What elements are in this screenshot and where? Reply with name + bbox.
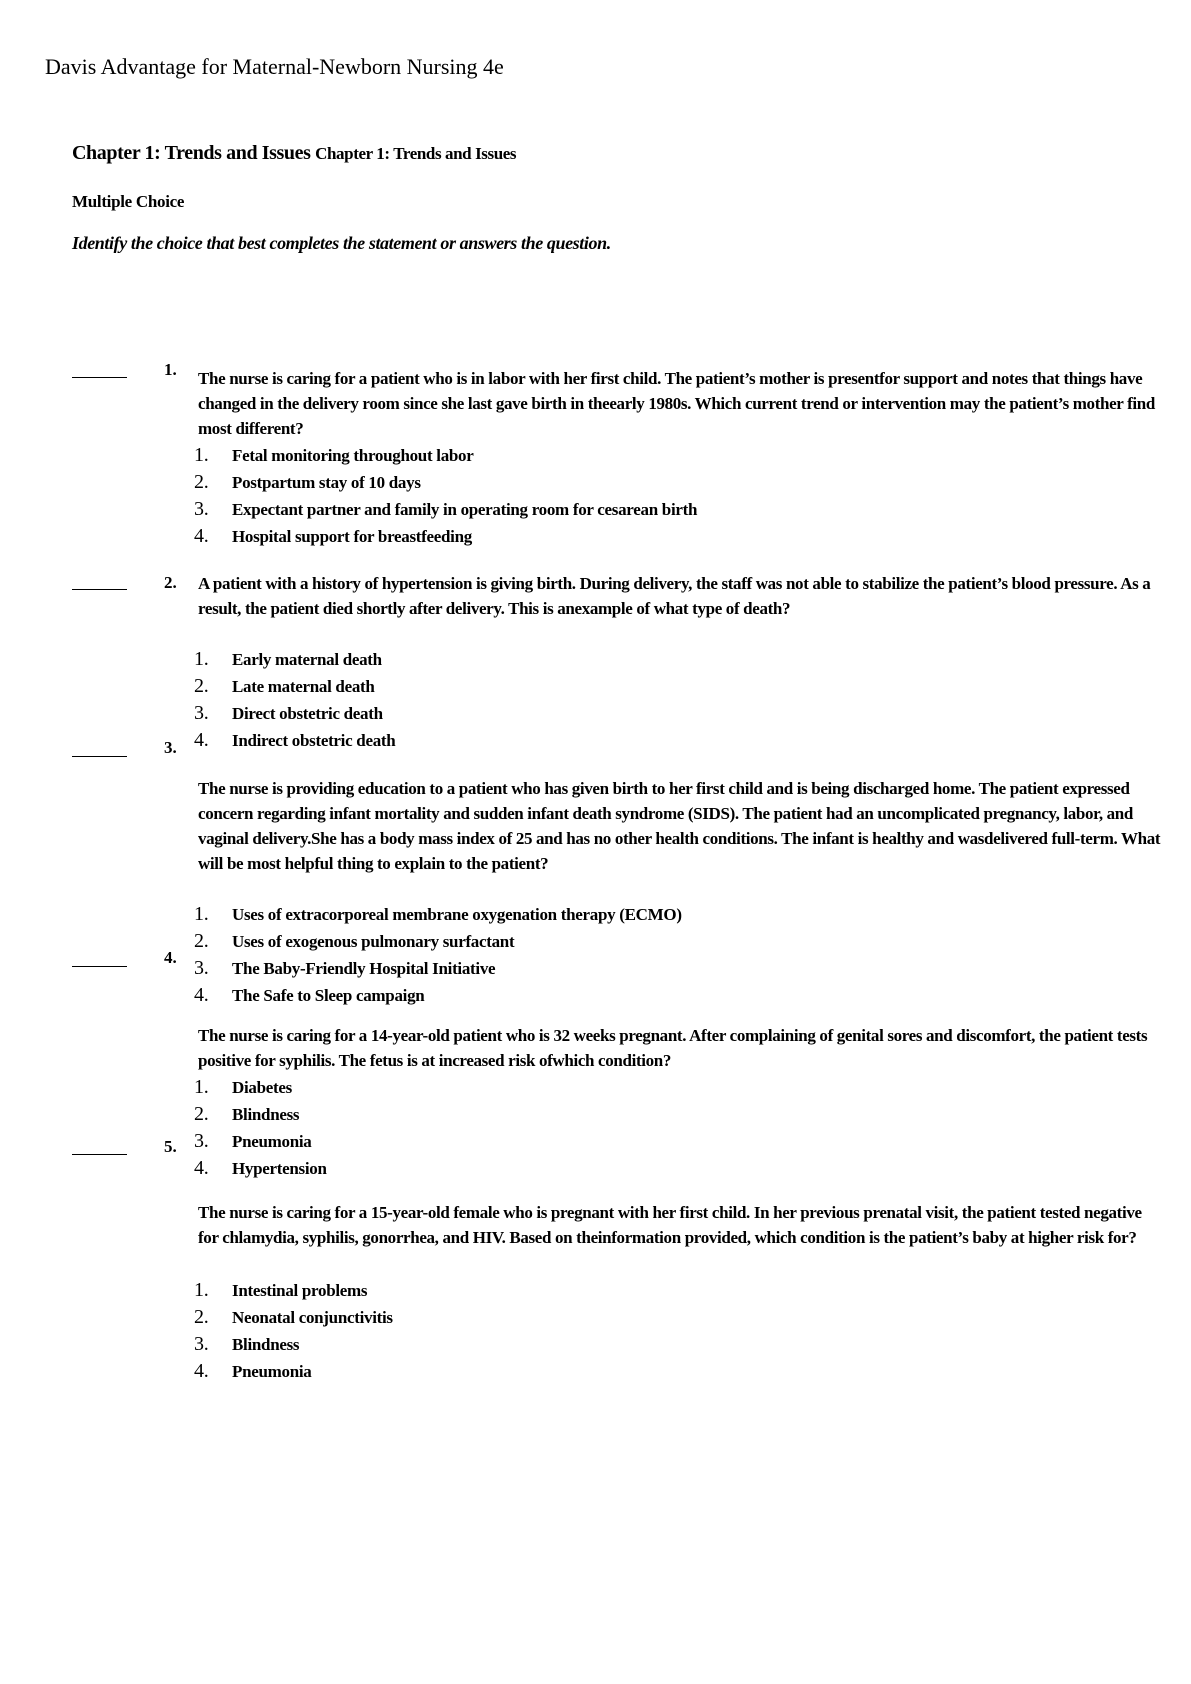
option-number: 3. [194,957,209,979]
answer-option [194,498,697,521]
answer-option [194,1157,327,1180]
chapter-title [72,142,516,165]
option-text: The Safe to Sleep campaign [232,986,425,1005]
answer-option [194,984,424,1007]
option-text: Blindness [232,1105,300,1124]
answer-option [194,648,382,671]
question-number: 1. [164,360,177,379]
option-number: 1. [194,1279,209,1301]
option-number: 3. [194,1130,209,1152]
option-text: Expectant partner and family in operating room for cesarean birth [232,500,698,519]
option-number: 2. [194,1306,209,1328]
option-number: 1. [194,903,209,925]
question-stem: The nurse is caring for a 14-year-old patient who is 32 weeks pregnant. After complaining of genital sores and discomfort, the patient tests positive for syphilis. The fetus is at increased risk ofwhich condition? [198,1026,1148,1070]
answer-option [194,957,495,980]
option-text: Direct obstetric death [232,704,383,723]
option-number: 4. [194,729,209,751]
question-stem: A patient with a history of hypertension is giving birth. During delivery, the staff was not able to stabilize the patient’s blood pressure. As a result, the patient died shortly after delivery. This is anexample of what type of death? [198,574,1151,618]
answer-option [194,1333,299,1356]
option-number: 1. [194,1076,209,1098]
answer-option [194,1360,311,1383]
answer-option [194,702,383,725]
option-number: 2. [194,1103,209,1125]
option-text: Fetal monitoring throughout labor [232,446,474,465]
option-number: 4. [194,525,209,547]
chapter-title-main: Chapter 1: Trends and Issues [72,142,311,164]
option-text: Pneumonia [232,1132,312,1151]
question-number: 3. [164,738,177,757]
question-number: 5. [164,1137,177,1156]
document-header: Davis Advantage for Maternal-Newborn Nursing 4e [45,54,504,79]
option-number: 3. [194,498,209,520]
answer-option [194,471,421,494]
chapter-title-repeat: Chapter 1: Trends and Issues [315,144,517,163]
option-text: Uses of extracorporeal membrane oxygenation therapy (ECMO) [232,905,682,924]
answer-blank [72,966,127,967]
option-text: Hypertension [232,1159,327,1178]
option-number: 4. [194,984,209,1006]
section-heading: Multiple Choice [72,192,185,211]
option-number: 2. [194,471,209,493]
answer-option [194,675,375,698]
option-number: 3. [194,702,209,724]
question-stem: The nurse is caring for a 15-year-old female who is pregnant with her first child. In her previous prenatal visit, the patient tested negative for chlamydia, syphilis, gonorrhea, and HIV. Based on theinformation provided, which condition is the patient’s baby at higher risk for? [198,1203,1142,1247]
instructions: Identify the choice that best completes the statement or answers the question. [72,233,611,253]
answer-option [194,930,514,953]
option-text: Intestinal problems [232,1281,368,1300]
option-text: Indirect obstetric death [232,731,396,750]
answer-option [194,1130,311,1153]
option-number: 1. [194,444,209,466]
option-text: Uses of exogenous pulmonary surfactant [232,932,515,951]
answer-option [194,1279,367,1302]
option-text: Diabetes [232,1078,292,1097]
answer-option [194,1306,393,1329]
answer-blank [72,377,127,378]
option-text: Hospital support for breastfeeding [232,527,472,546]
question-number: 4. [164,948,177,967]
option-text: Neonatal conjunctivitis [232,1308,393,1327]
option-number: 4. [194,1157,209,1179]
option-number: 2. [194,675,209,697]
answer-blank [72,756,127,757]
answer-option [194,525,472,548]
option-text: Early maternal death [232,650,382,669]
option-number: 3. [194,1333,209,1355]
option-number: 1. [194,648,209,670]
option-text: The Baby-Friendly Hospital Initiative [232,959,496,978]
option-text: Blindness [232,1335,300,1354]
option-text: Late maternal death [232,677,375,696]
answer-option [194,1103,299,1126]
answer-option [194,729,395,752]
answer-blank [72,1154,127,1155]
question-stem: The nurse is caring for a patient who is in labor with her first child. The patient’s mother is presentfor support and notes that things have changed in the delivery room since she last gave birth in theearly 1980s. Which current trend or intervention may the patient’s mother find most different? [198,369,1155,438]
option-number: 2. [194,930,209,952]
option-text: Postpartum stay of 10 days [232,473,421,492]
question-number: 2. [164,573,177,592]
answer-option [194,903,682,926]
answer-option [194,1076,292,1099]
option-text: Pneumonia [232,1362,312,1381]
question-stem: The nurse is providing education to a patient who has given birth to her first child and is being discharged home. The patient expressed concern regarding infant mortality and sudden infant death syndrome (SIDS). The patient had an uncomplicated pregnancy, labor, and vaginal delivery.She has a body mass index of 25 and has no other health conditions. The infant is healthy and wasdelivered full-term. What will be most helpful thing to explain to the patient? [198,779,1161,873]
option-number: 4. [194,1360,209,1382]
answer-option [194,444,474,467]
answer-blank [72,589,127,590]
